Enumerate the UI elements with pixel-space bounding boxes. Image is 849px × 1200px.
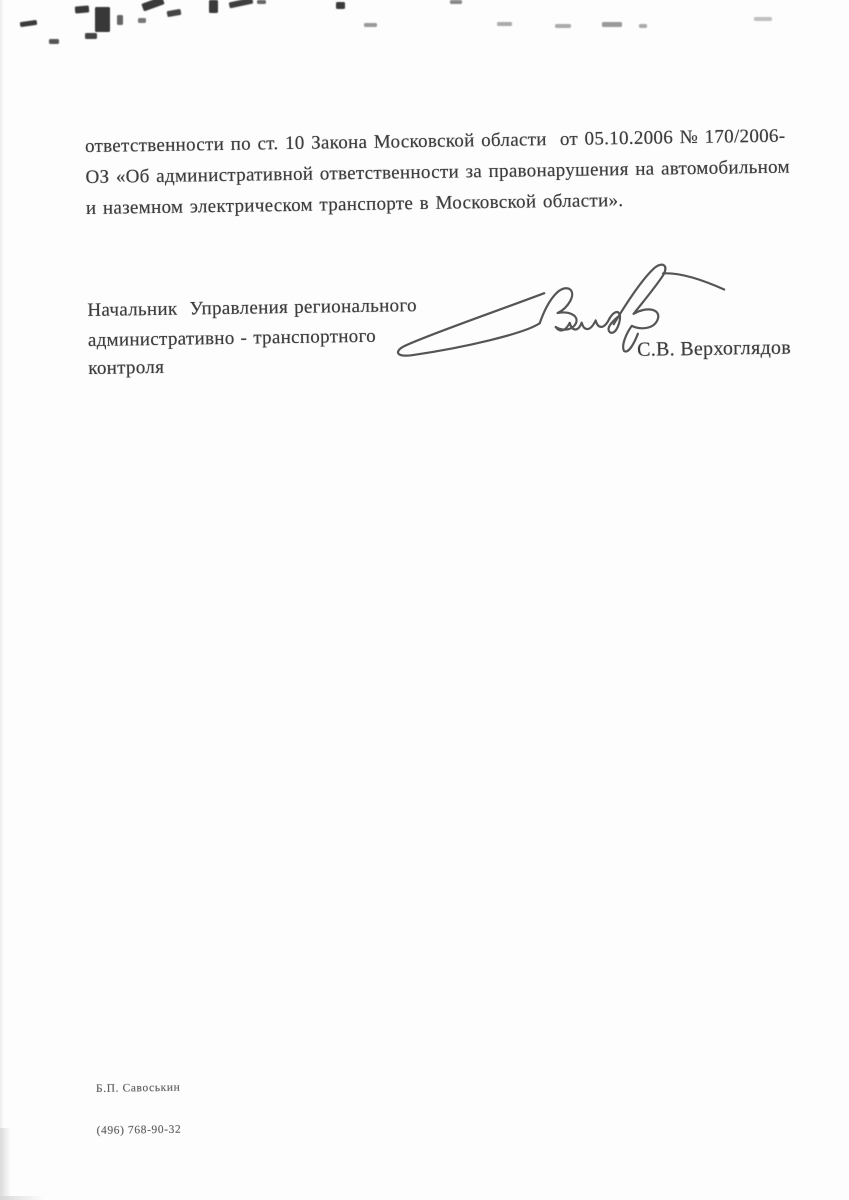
paragraph-line: ответственности по ст. 10 Закона Московской области от 05.10.2006 № 170/2006-	[84, 125, 786, 157]
scan-edge-shadow-bottom	[0, 1128, 11, 1200]
signatory-title-line: контроля	[88, 356, 165, 379]
signatory-title-line: Начальник Управления регионального	[87, 295, 417, 321]
executor-contact	[95, 1053, 181, 1166]
executor-name: Б.П. Савоськин	[95, 1081, 181, 1095]
paragraph-line: ОЗ «Об административной ответственности за правонарушения на автомобильном	[85, 156, 791, 188]
body-paragraph	[0, 0, 847, 219]
executor-phone: (496) 768-90-32	[96, 1123, 182, 1137]
signatory-title-line: административно - транспортного	[87, 325, 377, 351]
paragraph-line: и наземном электрическом транспорте в Московской области».	[85, 190, 624, 219]
signer-name: С.В. Верхоглядов	[636, 336, 792, 361]
